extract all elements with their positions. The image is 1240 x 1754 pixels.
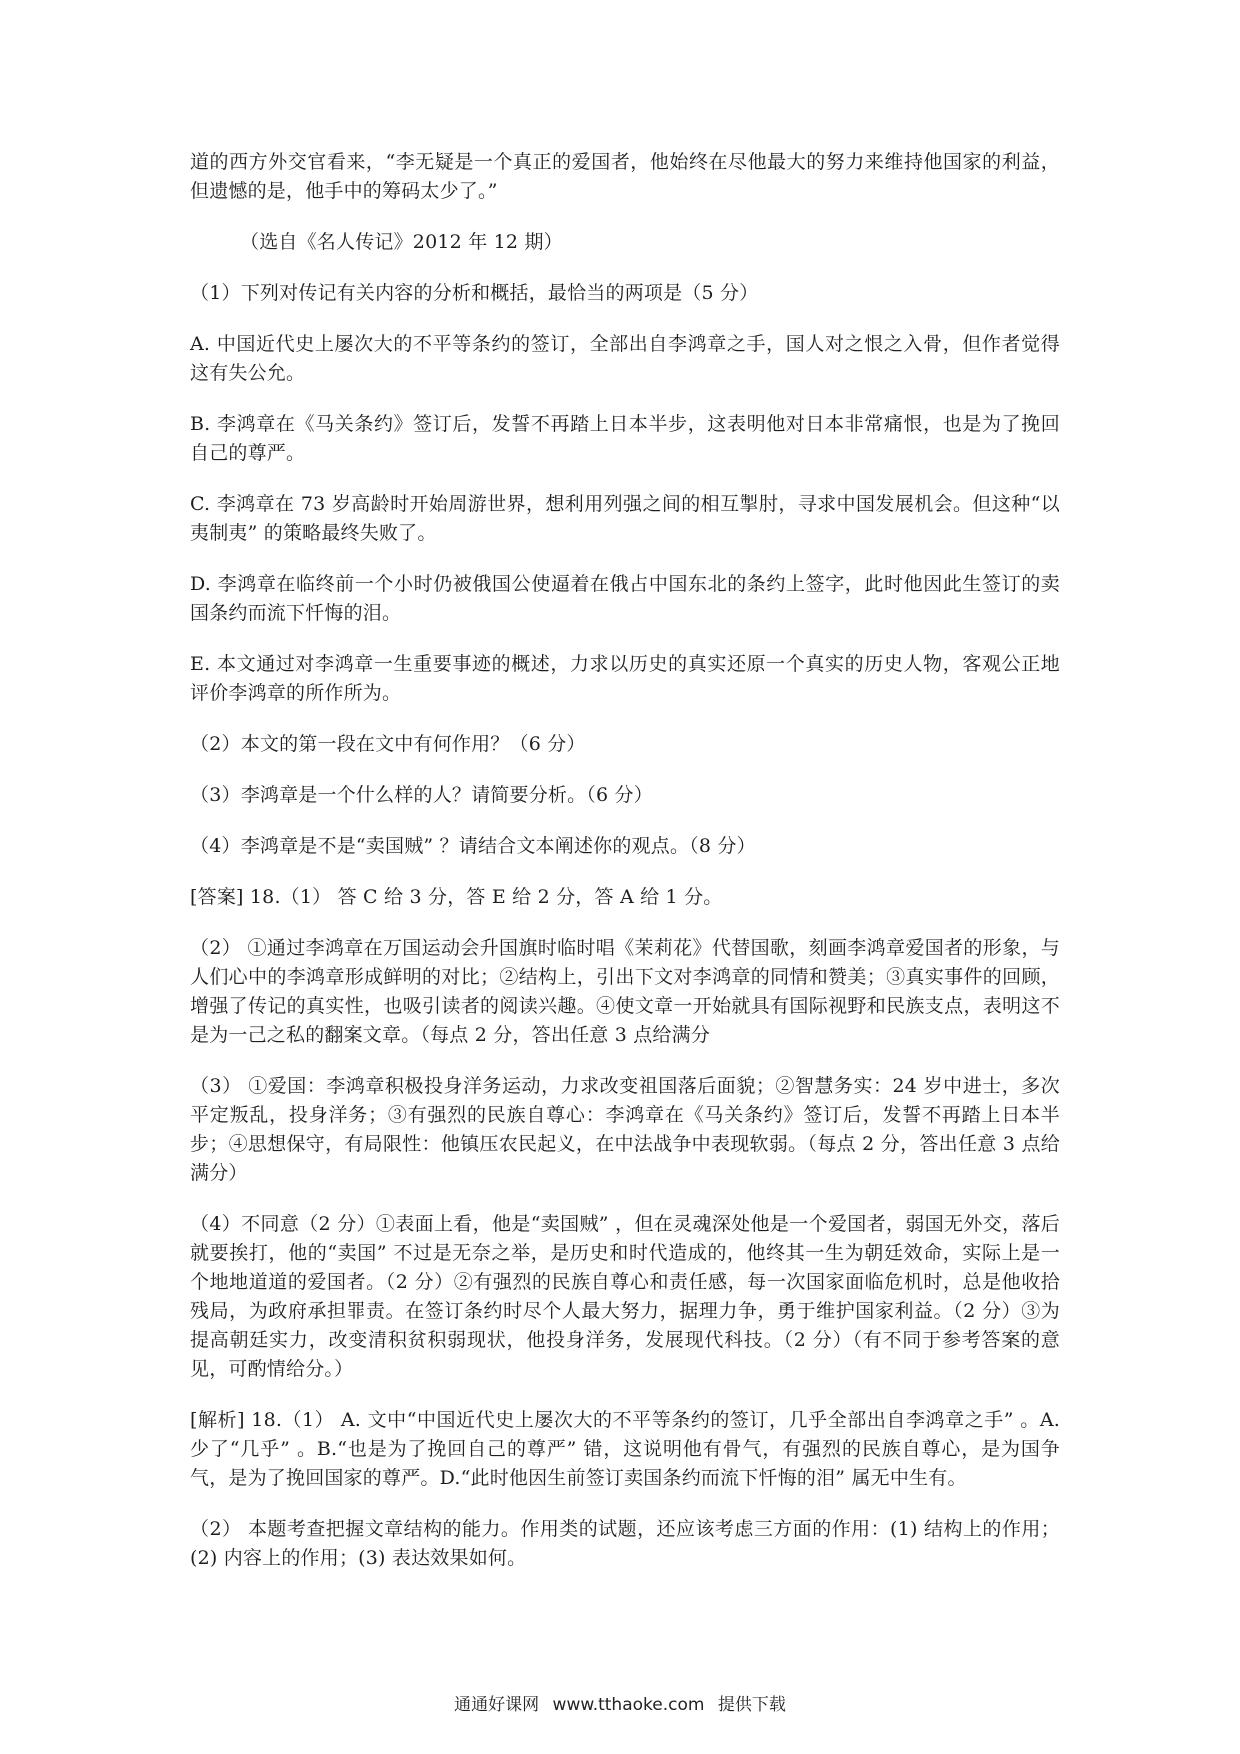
footer-site-name: 通通好课网 [454,1695,540,1715]
answer-3: （3） ①爱国：李鸿章积极投身洋务运动，力求改变祖国落后面貌；②智慧务实：24 岁中进士，多次平定叛乱，投身洋务；③有强烈的民族自尊心：李鸿章在《马关条约》签订后，发誓不再踏上日本半步；④思想保守，有局限性：他镇压农民起义，在中法战争中表现软弱。（每点 2 分，答出任意 3 点给满分） [190,1075,1060,1184]
option-a: A. 中国近代史上屡次大的不平等条约的签订，全部出自李鸿章之手，国人对之恨之入骨，但作者觉得这有失公允。 [190,333,1060,384]
intro-paragraph: 道的西方外交官看来，“李无疑是一个真正的爱国者，他始终在尽他最大的努力来维持他国家的利益，但遗憾的是，他手中的筹码太少了。” [190,151,1060,202]
option-b: B. 李鸿章在《马关条约》签订后，发誓不再踏上日本半步，这表明他对日本非常痛恨，也是为了挽回自己的尊严。 [190,413,1060,464]
answer-4: （4）不同意（2 分）①表面上看，他是“卖国贼” ，但在灵魂深处他是一个爱国者，弱国无外交，落后就要挨打，他的“卖国” 不过是无奈之举，是历史和时代造成的，他终其一生为朝廷效命，实际上是一个地地道道的爱国者。（2 分）②有强烈的民族自尊心和责任感，每一次国家面临危机时，总是他收拾残局，为政府承担罪责。在签订条约时尽个人最大努力，据理力争，勇于维护国家利益。（2 分）③为提高朝廷实力，改变清积贫积弱现状，他投身洋务，发展现代科技。（2 分）（有不同于参考答案的意见，可酌情给分。） [190,1213,1060,1380]
question-4: （4）李鸿章是不是“卖国贼” ？请结合文本阐述你的观点。（8 分） [190,835,756,857]
source-citation: （选自《名人传记》2012 年 12 期） [240,231,563,253]
answer-1: [答案] 18.（1） 答 C 给 3 分，答 E 给 2 分，答 A 给 1 分。 [190,886,723,908]
option-d: D. 李鸿章在临终前一个小时仍被俄国公使逼着在俄占中国东北的条约上签字，此时他因此生签订的卖国条约而流下忏悔的泪。 [190,573,1060,624]
answer-2: （2） ①通过李鸿章在万国运动会升国旗时临时唱《茉莉花》代替国歌，刻画李鸿章爱国者的形象，与人们心中的李鸿章形成鲜明的对比；②结构上，引出下文对李鸿章的同情和赞美；③真实事件的回顾，增强了传记的真实性，也吸引读者的阅读兴趣。④使文章一开始就具有国际视野和民族支点，表明这不是为一己之私的翻案文章。（每点 2 分，答出任意 3 点给满分 [190,937,1060,1046]
explanation-2: （2） 本题考查把握文章结构的能力。作用类的试题，还应该考虑三方面的作用：(1) 结构上的作用；(2) 内容上的作用；(3) 表达效果如何。 [190,1518,1060,1569]
option-e: E. 本文通过对李鸿章一生重要事迹的概述，力求以历史的真实还原一个真实的历史人物，客观公正地评价李鸿章的所作所为。 [190,653,1060,704]
footer-suffix: 提供下载 [717,1695,786,1715]
question-1: （1）下列对传记有关内容的分析和概括，最恰当的两项是（5 分） [190,282,759,304]
question-3: （3）李鸿章是一个什么样的人？请简要分析。（6 分） [190,784,653,806]
question-2: （2）本文的第一段在文中有何作用？（6 分） [190,733,586,755]
page-footer [0,1690,1240,1715]
option-c: C. 李鸿章在 73 岁高龄时开始周游世界，想利用列强之间的相互掣肘，寻求中国发展机会。但这种“以夷制夷” 的策略最终失败了。 [190,493,1060,544]
footer-url[interactable]: www.tthaoke.com [552,1695,705,1715]
explanation-1: [解析] 18.（1） A. 文中“中国近代史上屡次大的不平等条约的签订，几乎全部出自李鸿章之手” 。A. 少了“几乎” 。B.“也是为了挽回自己的尊严” 错，这说明他有骨气，有强烈的民族自尊心，是为国争气，是为了挽回国家的尊严。D.“此时他因生前签订卖国条约而流下忏悔的泪” 属无中生有。 [190,1409,1067,1489]
document-body [190,148,1067,1595]
